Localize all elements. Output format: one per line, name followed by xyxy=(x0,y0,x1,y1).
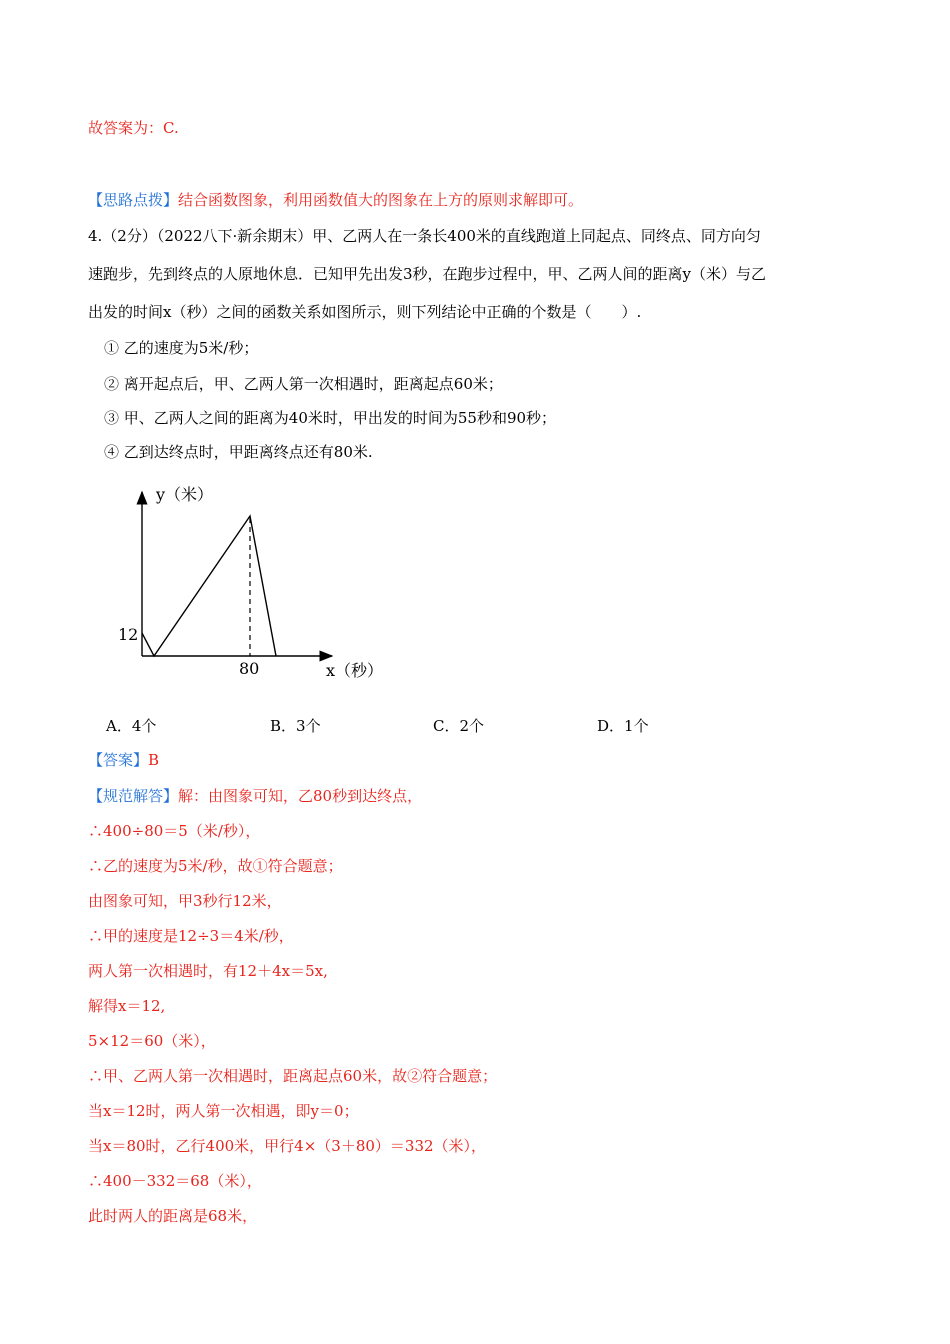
solution-line: ∴400－332＝68（米）， xyxy=(88,1172,262,1190)
solution-line: 5×12＝60（米）， xyxy=(88,1032,216,1050)
function-graph xyxy=(110,478,400,688)
previous-answer: 故答案为：C. xyxy=(88,119,179,137)
hint-line xyxy=(88,190,583,210)
y-tick-12: 12 xyxy=(118,625,139,644)
solution-line: 当x＝80时，乙行400米，甲行4×（3＋80）＝332（米）， xyxy=(88,1137,487,1155)
answer-tag: 【答案】 xyxy=(88,751,149,769)
solution-line: 解得x＝12, xyxy=(88,997,166,1015)
distance-graph-line xyxy=(142,516,276,656)
solution-line: 当x＝12时，两人第一次相遇，即y＝0； xyxy=(88,1102,359,1120)
answer-line xyxy=(88,750,159,770)
question-line-3: 出发的时间x（秒）之间的函数关系如图所示，则下列结论中正确的个数是（ ）. xyxy=(88,303,642,321)
statement-2: ② 离开起点后，甲、乙两人第一次相遇时，距离起点60米； xyxy=(104,375,503,393)
solution-first-line xyxy=(88,786,422,806)
option-c: C．2个 xyxy=(433,717,485,735)
statement-4: ④ 乙到达终点时，甲距离终点还有80米. xyxy=(104,443,373,461)
x-axis-label: x（秒） xyxy=(326,661,384,680)
solution-line: 此时两人的距离是68米， xyxy=(88,1207,258,1225)
solution-first-text: 解：由图象可知，乙80秒到达终点， xyxy=(178,787,423,805)
hint-tag: 【思路点拨】 xyxy=(88,191,179,209)
x-tick-80: 80 xyxy=(239,659,260,678)
question-line-1: 4.（2分）（2022八下·新余期末）甲、乙两人在一条长400米的直线跑道上同起点、同终点、同方向匀 xyxy=(88,227,761,245)
hint-text: 结合函数图象，利用函数值大的图象在上方的原则求解即可。 xyxy=(178,191,584,209)
solution-line: ∴甲、乙两人第一次相遇时，距离起点60米，故②符合题意； xyxy=(88,1067,498,1085)
y-axis-label: y（米） xyxy=(156,485,214,504)
statement-3: ③ 甲、乙两人之间的距离为40米时，甲出发的时间为55秒和90秒； xyxy=(104,409,557,427)
solution-tag: 【规范解答】 xyxy=(88,787,179,805)
option-b: B．3个 xyxy=(270,717,321,735)
option-a: A．4个 xyxy=(106,717,157,735)
solution-line: ∴甲的速度是12÷3＝4米/秒， xyxy=(88,927,294,945)
question-line-2: 速跑步，先到终点的人原地休息．已知甲先出发3秒，在跑步过程中，甲、乙两人间的距离y（米）与乙 xyxy=(88,265,767,283)
answer-value: B xyxy=(148,751,160,769)
solution-line: 由图象可知，甲3秒行12米， xyxy=(88,892,282,910)
solution-line: ∴400÷80＝5（米/秒）， xyxy=(88,822,261,840)
statement-1: ① 乙的速度为5米/秒； xyxy=(104,339,259,357)
solution-line: ∴乙的速度为5米/秒，故①符合题意； xyxy=(88,857,343,875)
option-d: D．1个 xyxy=(597,717,649,735)
solution-line: 两人第一次相遇时，有12＋4x＝5x, xyxy=(88,962,328,980)
